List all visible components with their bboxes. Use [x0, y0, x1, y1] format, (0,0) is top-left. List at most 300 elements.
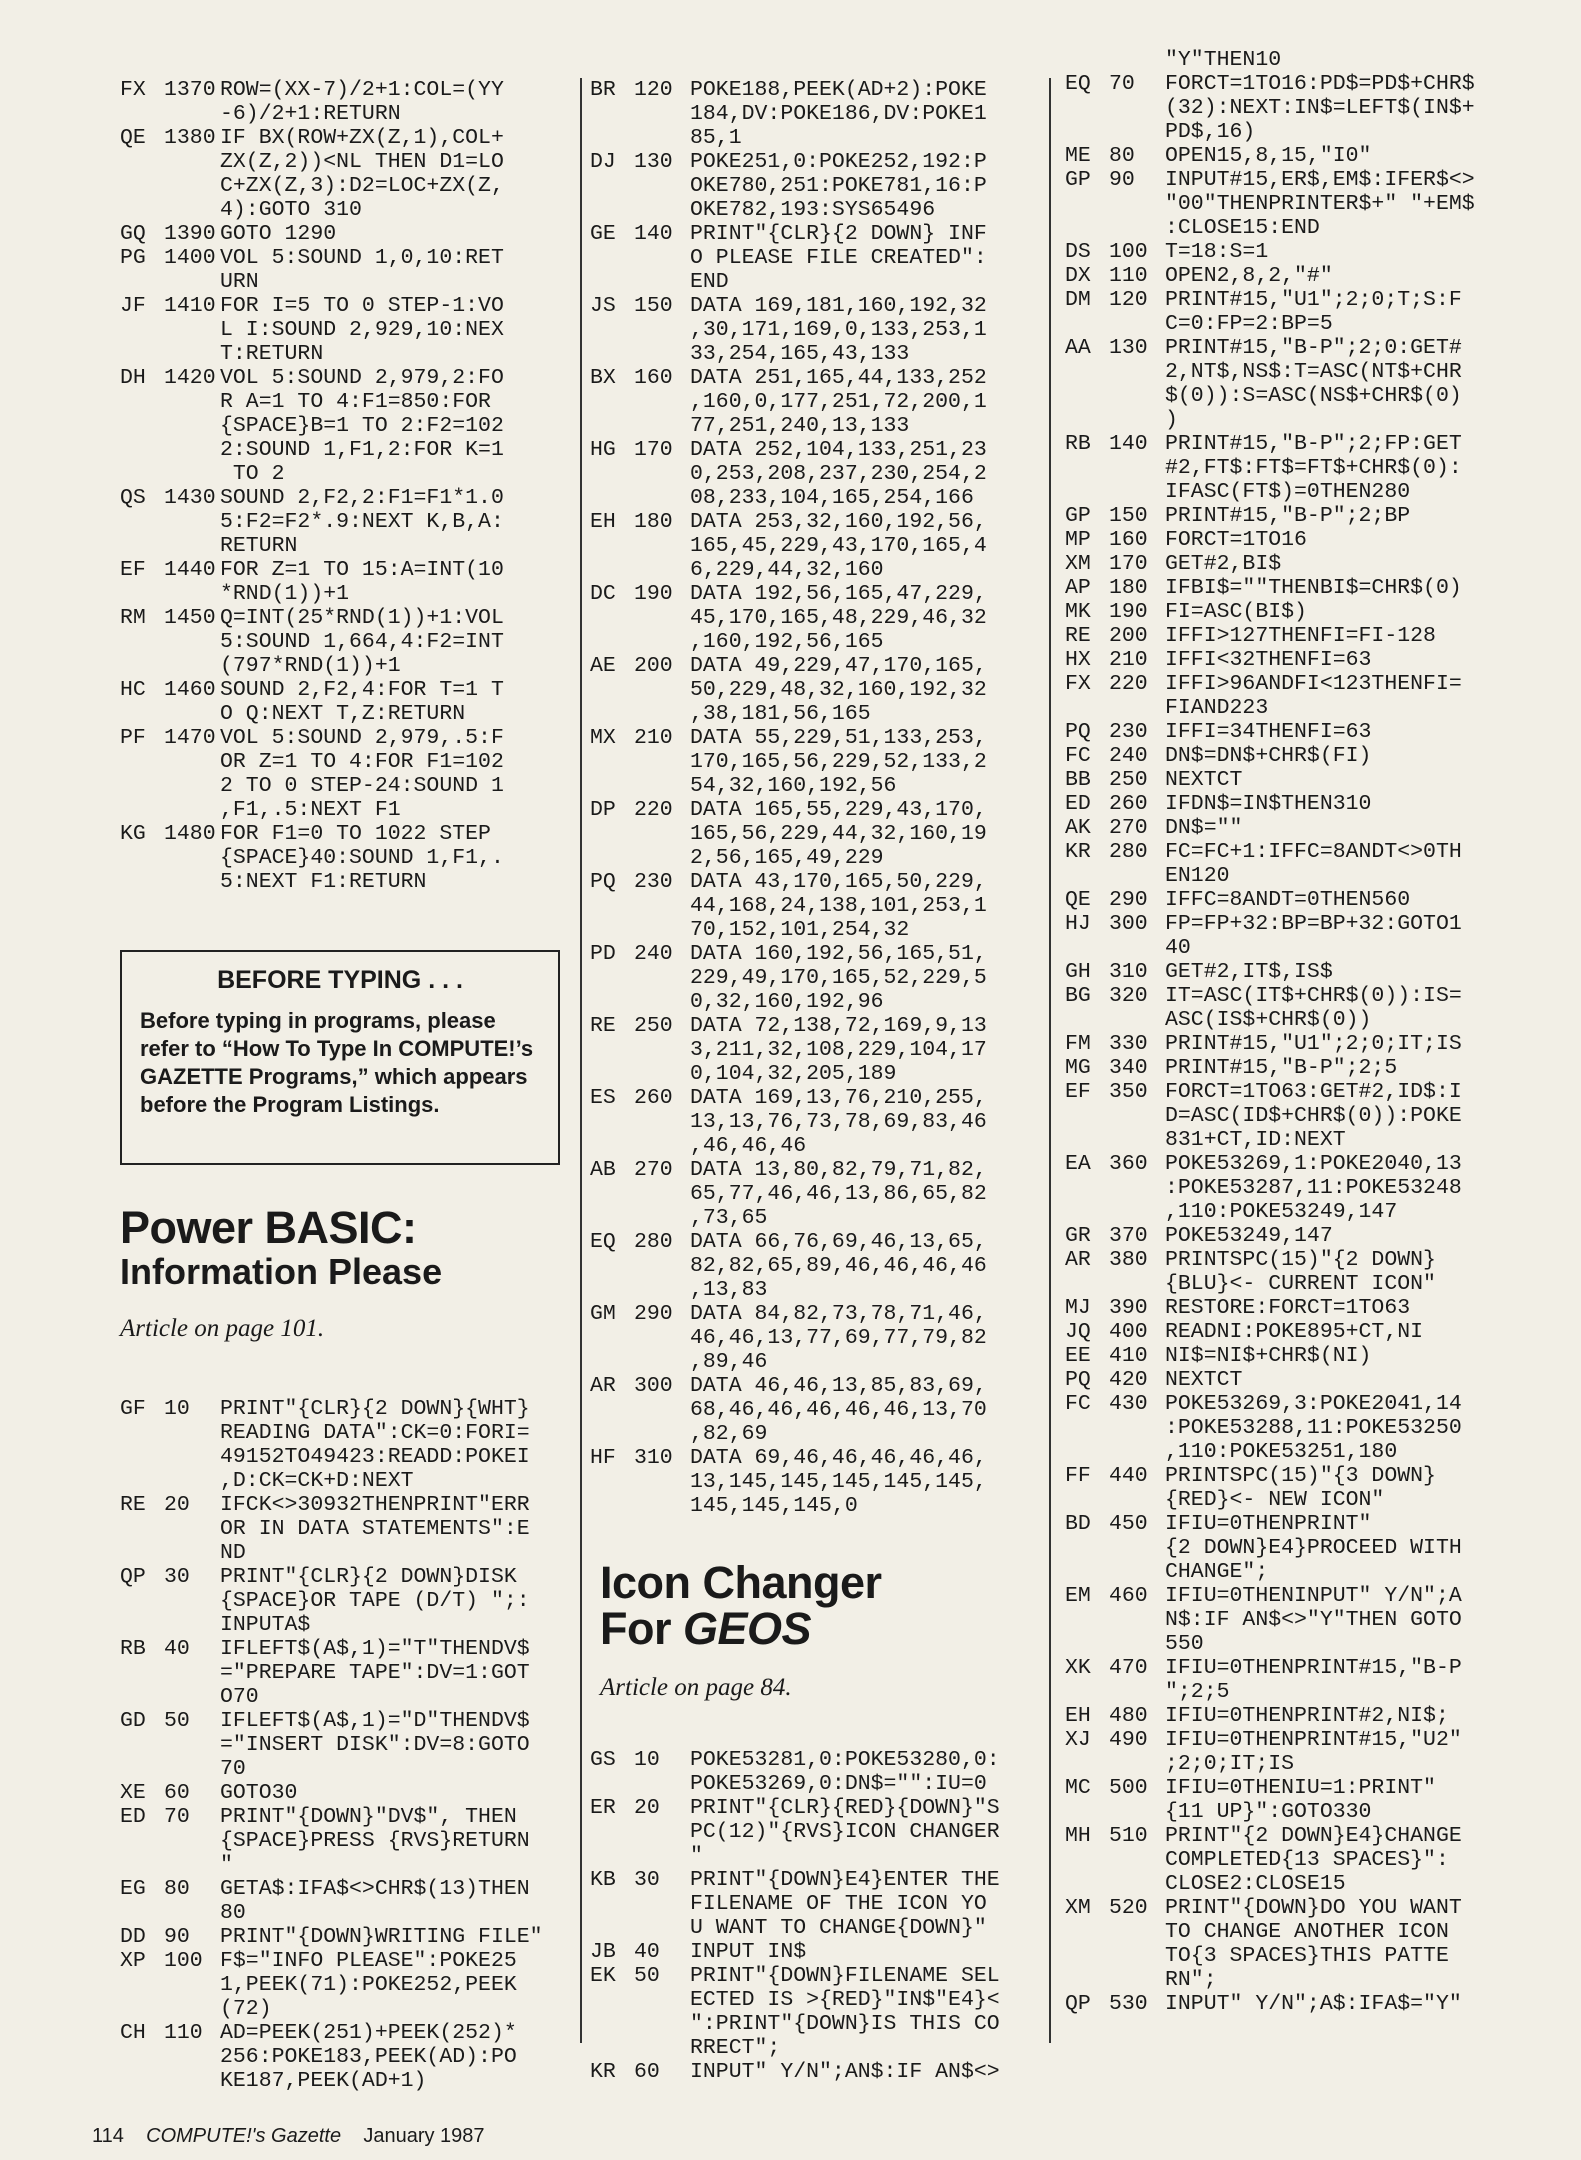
checksum: FF	[1065, 1464, 1091, 1488]
code-line	[590, 1014, 1045, 1086]
checksum: GE	[590, 222, 616, 246]
checksum: EK	[590, 1964, 616, 1988]
code-text: OPEN2,8,2,"#"	[1165, 264, 1333, 288]
code-line	[590, 78, 1045, 150]
code-text: FOR Z=1 TO 15:A=INT(10 *RND(1))+1	[220, 558, 504, 606]
before-typing-box	[120, 950, 560, 1165]
code-text: GOTO30	[220, 1781, 298, 1805]
column-1-top	[120, 78, 575, 894]
code-line	[1065, 792, 1535, 816]
code-line	[1065, 768, 1535, 792]
code-line	[120, 1949, 575, 2021]
code-line	[120, 1493, 575, 1565]
line-number: 490	[1109, 1728, 1148, 1752]
checksum: EG	[120, 1877, 146, 1901]
code-text: RESTORE:FORCT=1TO63	[1165, 1296, 1411, 1320]
checksum: XK	[1065, 1656, 1091, 1680]
code-line	[120, 1397, 575, 1493]
line-number: 300	[1109, 912, 1148, 936]
before-typing-title: BEFORE TYPING . . .	[217, 966, 463, 994]
code-line	[1065, 720, 1535, 744]
line-number: 30	[634, 1868, 660, 1892]
code-line	[1065, 888, 1535, 912]
line-number: 340	[1109, 1056, 1148, 1080]
code-line	[1065, 144, 1535, 168]
code-text: AD=PEEK(251)+PEEK(252)* 256:POKE183,PEEK(AD):PO KE187,PEEK(AD+1)	[220, 2021, 517, 2093]
checksum: EE	[1065, 1344, 1091, 1368]
line-number: 370	[1109, 1224, 1148, 1248]
checksum: GS	[590, 1748, 616, 1772]
article2-title-line2	[600, 1603, 1045, 1654]
checksum: FX	[1065, 672, 1091, 696]
code-text: IFIU=0THENPRINT" {2 DOWN}E4}PROCEED WITH CHANGE";	[1165, 1512, 1462, 1584]
line-number: 10	[164, 1397, 190, 1421]
checksum: GQ	[120, 222, 146, 246]
code-line	[1065, 1464, 1535, 1512]
checksum: GF	[120, 1397, 146, 1421]
line-number: 80	[1109, 144, 1135, 168]
checksum: EA	[1065, 1152, 1091, 1176]
code-text: PRINT"{DOWN}FILENAME SEL ECTED IS >{RED}"IN$"E4}< ":PRINT"{DOWN}IS THIS CO RRECT";	[690, 1964, 1000, 2060]
line-number: 530	[1109, 1992, 1148, 2016]
code-line	[120, 246, 575, 294]
line-number: 270	[1109, 816, 1148, 840]
checksum: QS	[120, 486, 146, 510]
line-number: 80	[164, 1877, 190, 1901]
checksum: BB	[1065, 768, 1091, 792]
code-text: DATA 46,46,13,85,83,69, 68,46,46,46,46,46,13,70 ,82,69	[690, 1374, 987, 1446]
code-line	[1065, 1896, 1535, 1992]
code-line	[120, 222, 575, 246]
checksum: BG	[1065, 984, 1091, 1008]
line-number: 120	[1109, 288, 1148, 312]
code-line	[590, 1940, 1045, 1964]
code-text: POKE53269,3:POKE2041,14 :POKE53288,11:POKE53250 ,110:POKE53251,180	[1165, 1392, 1462, 1464]
code-line	[1065, 1704, 1535, 1728]
code-line	[120, 1805, 575, 1877]
code-text: DATA 84,82,73,78,71,46, 46,46,13,77,69,77,79,82 ,89,46	[690, 1302, 987, 1374]
checksum: AR	[590, 1374, 616, 1398]
code-text: IFIU=0THENPRINT#15,"U2" ;2;0;IT;IS	[1165, 1728, 1462, 1776]
line-number: 110	[164, 2021, 203, 2045]
line-number: 290	[634, 1302, 673, 1326]
code-line	[120, 1877, 575, 1925]
checksum: DH	[120, 366, 146, 390]
code-text: POKE53249,147	[1165, 1224, 1333, 1248]
code-text: SOUND 2,F2,2:F1=F1*1.0 5:F2=F2*.9:NEXT K,B,A: RETURN	[220, 486, 504, 558]
code-text: IFDN$=IN$THEN310	[1165, 792, 1372, 816]
code-line	[590, 1158, 1045, 1230]
code-line	[1065, 48, 1535, 72]
line-number: 160	[634, 366, 673, 390]
code-text: READNI:POKE895+CT,NI	[1165, 1320, 1424, 1344]
code-text: IFLEFT$(A$,1)="D"THENDV$ ="INSERT DISK":DV=8:GOTO 70	[220, 1709, 530, 1781]
checksum: HG	[590, 438, 616, 462]
line-number: 280	[1109, 840, 1148, 864]
checksum: KR	[1065, 840, 1091, 864]
code-text: DATA 66,76,69,46,13,65, 82,82,65,89,46,46,46,46 ,13,83	[690, 1230, 987, 1302]
line-number: 420	[1109, 1368, 1148, 1392]
code-line	[590, 1302, 1045, 1374]
code-text: PRINT"{CLR}{2 DOWN}{WHT} READING DATA":CK=0:FORI= 49152TO49423:READD:POKEI ,D:CK=CK+D:NEXT	[220, 1397, 530, 1493]
code-text: IFIU=0THENPRINT#2,NI$;	[1165, 1704, 1449, 1728]
code-text: DATA 69,46,46,46,46,46, 13,145,145,145,145,145, 145,145,145,0	[690, 1446, 987, 1518]
checksum: DC	[590, 582, 616, 606]
line-number: 450	[1109, 1512, 1148, 1536]
line-number: 510	[1109, 1824, 1148, 1848]
code-text: FOR I=5 TO 0 STEP-1:VO L I:SOUND 2,929,10:NEX T:RETURN	[220, 294, 504, 366]
checksum: HJ	[1065, 912, 1091, 936]
code-text: IF BX(ROW+ZX(Z,1),COL+ ZX(Z,2))<NL THEN D1=LO C+ZX(Z,3):D2=LOC+ZX(Z, 4):GOTO 310	[220, 126, 504, 222]
code-text: PRINT"{CLR}{2 DOWN} INF O PLEASE FILE CREATED": END	[690, 222, 987, 294]
checksum: ME	[1065, 144, 1091, 168]
code-line	[120, 1709, 575, 1781]
column-3	[1065, 48, 1535, 2016]
checksum: AA	[1065, 336, 1091, 360]
code-line	[1065, 1224, 1535, 1248]
code-text: GET#2,IT$,IS$	[1165, 960, 1333, 984]
line-number: 140	[634, 222, 673, 246]
code-line	[590, 222, 1045, 294]
code-text: NEXTCT	[1165, 768, 1243, 792]
code-line	[1065, 840, 1535, 888]
checksum: KG	[120, 822, 146, 846]
line-number: 150	[634, 294, 673, 318]
line-number: 1420	[164, 366, 216, 390]
code-line	[1065, 264, 1535, 288]
code-line	[590, 1230, 1045, 1302]
code-text: PRINTSPC(15)"{3 DOWN} {RED}<- NEW ICON"	[1165, 1464, 1436, 1512]
code-text: "Y"THEN10	[1165, 48, 1282, 72]
line-number: 100	[1109, 240, 1148, 264]
checksum: FX	[120, 78, 146, 102]
column-1-bottom	[120, 1397, 575, 2093]
checksum: FC	[1065, 1392, 1091, 1416]
line-number: 1480	[164, 822, 216, 846]
checksum: MX	[590, 726, 616, 750]
code-line	[120, 726, 575, 822]
code-text: IFIU=0THENINPUT" Y/N";A N$:IF AN$<>"Y"THEN GOTO 550	[1165, 1584, 1462, 1656]
code-text: IFIU=0THENPRINT#15,"B-P ";2;5	[1165, 1656, 1462, 1704]
code-text: PRINT#15,"U1";2;0;IT;IS	[1165, 1032, 1462, 1056]
line-number: 1450	[164, 606, 216, 630]
code-line	[1065, 432, 1535, 504]
code-text: DATA 169,181,160,192,32 ,30,171,169,0,133,253,1 33,254,165,43,133	[690, 294, 987, 366]
code-text: IFFC=8ANDT=0THEN560	[1165, 888, 1411, 912]
code-text: OPEN15,8,15,"I0"	[1165, 144, 1372, 168]
checksum: PQ	[590, 870, 616, 894]
article-subtitle: Information Please	[120, 1251, 443, 1292]
code-text: IFLEFT$(A$,1)="T"THENDV$ ="PREPARE TAPE":DV=1:GOT O70	[220, 1637, 530, 1709]
code-text: PRINT"{DOWN}WRITING FILE"	[220, 1925, 543, 1949]
checksum: ES	[590, 1086, 616, 1110]
code-line	[1065, 552, 1535, 576]
line-number: 20	[164, 1493, 190, 1517]
line-number: 310	[1109, 960, 1148, 984]
code-text: VOL 5:SOUND 2,979,.5:F OR Z=1 TO 4:FOR F1=102 2 TO 0 STEP-24:SOUND 1 ,F1,.5:NEXT F1	[220, 726, 504, 822]
code-text: F$="INFO PLEASE":POKE25 1,PEEK(71):POKE252,PEEK (72)	[220, 1949, 517, 2021]
checksum: JS	[590, 294, 616, 318]
checksum: FC	[1065, 744, 1091, 768]
code-line	[120, 78, 575, 126]
code-line	[1065, 1776, 1535, 1824]
listing-icon-changer-rest	[1065, 48, 1535, 2016]
line-number: 220	[634, 798, 673, 822]
code-line	[1065, 600, 1535, 624]
checksum: GD	[120, 1709, 146, 1733]
line-number: 70	[164, 1805, 190, 1829]
line-number: 140	[1109, 432, 1148, 456]
checksum: PD	[590, 942, 616, 966]
column-rule-left	[580, 78, 582, 2043]
code-line	[590, 366, 1045, 438]
checksum: GH	[1065, 960, 1091, 984]
code-line	[590, 1964, 1045, 2060]
checksum: RE	[1065, 624, 1091, 648]
code-line	[120, 606, 575, 678]
code-line	[1065, 1320, 1535, 1344]
checksum: KB	[590, 1868, 616, 1892]
checksum: PQ	[1065, 1368, 1091, 1392]
line-number: 400	[1109, 1320, 1148, 1344]
checksum: MH	[1065, 1824, 1091, 1848]
line-number: 230	[1109, 720, 1148, 744]
line-number: 440	[1109, 1464, 1148, 1488]
code-line	[590, 1374, 1045, 1446]
line-number	[1109, 48, 1165, 72]
checksum: MP	[1065, 528, 1091, 552]
code-line	[1065, 504, 1535, 528]
checksum	[1065, 48, 1109, 72]
code-line	[1065, 1056, 1535, 1080]
code-line	[120, 558, 575, 606]
code-text: VOL 5:SOUND 2,979,2:FO R A=1 TO 4:F1=850:FOR {SPACE}B=1 TO 2:F2=102 2:SOUND 1,F1,2:FOR K=1 TO 2	[220, 366, 504, 486]
code-line	[1065, 1728, 1535, 1776]
code-text: IFCK<>30932THENPRINT"ERR OR IN DATA STATEMENTS":E ND	[220, 1493, 530, 1565]
line-number: 380	[1109, 1248, 1148, 1272]
line-number: 240	[1109, 744, 1148, 768]
line-number: 1370	[164, 78, 216, 102]
checksum: XM	[1065, 552, 1091, 576]
line-number: 50	[164, 1709, 190, 1733]
checksum: AK	[1065, 816, 1091, 840]
code-line	[1065, 1080, 1535, 1152]
code-text: DATA 165,55,229,43,170, 165,56,229,44,32,160,19 2,56,165,49,229	[690, 798, 987, 870]
code-text: FORCT=1TO63:GET#2,ID$:I D=ASC(ID$+CHR$(0)):POKE 831+CT,ID:NEXT	[1165, 1080, 1462, 1152]
code-line	[590, 654, 1045, 726]
line-number: 20	[634, 1796, 660, 1820]
code-line	[590, 2060, 1045, 2084]
line-number: 40	[634, 1940, 660, 1964]
line-number: 190	[634, 582, 673, 606]
checksum: AR	[1065, 1248, 1091, 1272]
code-line	[120, 678, 575, 726]
checksum: QP	[120, 1565, 146, 1589]
line-number: 40	[164, 1637, 190, 1661]
code-text: NEXTCT	[1165, 1368, 1243, 1392]
checksum: XP	[120, 1949, 146, 1973]
code-text: INPUT" Y/N";AN$:IF AN$<>	[690, 2060, 1000, 2084]
code-text: DATA 169,13,76,210,255, 13,13,76,73,78,69,83,46 ,46,46,46	[690, 1086, 987, 1158]
checksum: GM	[590, 1302, 616, 1326]
code-line	[1065, 528, 1535, 552]
code-line	[1065, 912, 1535, 960]
code-text: DN$=DN$+CHR$(FI)	[1165, 744, 1372, 768]
line-number: 210	[1109, 648, 1148, 672]
line-number: 180	[1109, 576, 1148, 600]
checksum: EQ	[1065, 72, 1091, 96]
code-text: FP=FP+32:BP=BP+32:GOTO1 40	[1165, 912, 1462, 960]
checksum: GR	[1065, 1224, 1091, 1248]
line-number: 250	[634, 1014, 673, 1038]
code-line	[1065, 576, 1535, 600]
code-line	[120, 1637, 575, 1709]
code-line	[120, 366, 575, 486]
checksum: DJ	[590, 150, 616, 174]
code-line	[590, 726, 1045, 798]
column-2-top	[590, 78, 1045, 1518]
code-line	[1065, 744, 1535, 768]
checksum: QE	[120, 126, 146, 150]
checksum: XJ	[1065, 1728, 1091, 1752]
listing-power-basic-tail	[120, 78, 575, 894]
code-text: PRINT#15,"B-P";2;5	[1165, 1056, 1398, 1080]
line-number: 60	[164, 1781, 190, 1805]
code-text: DATA 252,104,133,251,23 0,253,208,237,230,254,2 08,233,104,165,254,166	[690, 438, 987, 510]
line-number: 310	[634, 1446, 673, 1470]
line-number: 170	[1109, 552, 1148, 576]
checksum: EQ	[590, 1230, 616, 1254]
code-text: DATA 49,229,47,170,165, 50,229,48,32,160,192,32 ,38,181,56,165	[690, 654, 987, 726]
code-text: PRINT"{CLR}{RED}{DOWN}"S PC(12)"{RVS}ICON CHANGER "	[690, 1796, 1000, 1868]
code-text: DATA 251,165,44,133,252 ,160,0,177,251,72,200,1 77,251,240,13,133	[690, 366, 987, 438]
code-line	[1065, 1296, 1535, 1320]
line-number: 330	[1109, 1032, 1148, 1056]
code-text: GOTO 1290	[220, 222, 337, 246]
code-text: PRINT#15,"B-P";2;BP	[1165, 504, 1411, 528]
code-text: POKE53281,0:POKE53280,0: POKE53269,0:DN$="":IU=0	[690, 1748, 1000, 1796]
checksum: PQ	[1065, 720, 1091, 744]
checksum: CH	[120, 2021, 146, 2045]
line-number: 460	[1109, 1584, 1148, 1608]
page-number: 114	[92, 2125, 124, 2147]
checksum: AE	[590, 654, 616, 678]
code-line	[1065, 1032, 1535, 1056]
page-footer	[92, 2125, 485, 2148]
code-text: DATA 72,138,72,169,9,13 3,211,32,108,229,104,17 0,104,32,205,189	[690, 1014, 987, 1086]
code-text: POKE53269,1:POKE2040,13 :POKE53287,11:POKE53248 ,110:POKE53249,147	[1165, 1152, 1462, 1224]
checksum: PF	[120, 726, 146, 750]
code-text: NI$=NI$+CHR$(NI)	[1165, 1344, 1372, 1368]
checksum: XE	[120, 1781, 146, 1805]
code-text: PRINT#15,"B-P";2;0:GET# 2,NT$,NS$:T=ASC(NT$+CHR $(0)):S=ASC(NS$+CHR$(0) )	[1165, 336, 1462, 432]
checksum: DD	[120, 1925, 146, 1949]
checksum: JB	[590, 1940, 616, 1964]
code-text: IFFI>96ANDFI<123THENFI= FIAND223	[1165, 672, 1462, 720]
code-line	[590, 798, 1045, 870]
checksum: AB	[590, 1158, 616, 1182]
code-text: FORCT=1TO16:PD$=PD$+CHR$ (32):NEXT:IN$=LEFT$(IN$+ PD$,16)	[1165, 72, 1475, 144]
code-line	[590, 870, 1045, 942]
line-number: 1430	[164, 486, 216, 510]
code-line	[120, 486, 575, 558]
line-number: 320	[1109, 984, 1148, 1008]
checksum: BD	[1065, 1512, 1091, 1536]
code-text: FI=ASC(BI$)	[1165, 600, 1307, 624]
article-page-ref: Article on page 101.	[120, 1315, 325, 1342]
code-line	[1065, 816, 1535, 840]
code-text: IFFI>127THENFI=FI-128	[1165, 624, 1436, 648]
checksum: BX	[590, 366, 616, 390]
code-line	[1065, 960, 1535, 984]
line-number: 290	[1109, 888, 1148, 912]
code-text: IFFI<32THENFI=63	[1165, 648, 1372, 672]
code-line	[1065, 1824, 1535, 1896]
code-text: PRINT"{DOWN}E4}ENTER THE FILENAME OF THE ICON YO U WANT TO CHANGE{DOWN}"	[690, 1868, 1000, 1940]
code-text: DATA 55,229,51,133,253, 170,165,56,229,52,133,2 54,32,160,192,56	[690, 726, 987, 798]
checksum: HF	[590, 1446, 616, 1470]
code-text: GET#2,BI$	[1165, 552, 1282, 576]
code-line	[1065, 1656, 1535, 1704]
checksum: FM	[1065, 1032, 1091, 1056]
line-number: 280	[634, 1230, 673, 1254]
code-text: Q=INT(25*RND(1))+1:VOL 5:SOUND 1,664,4:F2=INT (797*RND(1))+1	[220, 606, 504, 678]
before-typing-body: Before typing in programs, please refer to “How To Type In COMPUTE!’s GAZETTE Programs,” which appears before the Program Listings.	[140, 1008, 534, 1117]
code-text: INPUT" Y/N";A$:IFA$="Y"	[1165, 1992, 1462, 2016]
line-number: 100	[164, 1949, 203, 1973]
code-text: DATA 253,32,160,192,56, 165,45,229,43,170,165,4 6,229,44,32,160	[690, 510, 987, 582]
code-text: DATA 192,56,165,47,229, 45,170,165,48,229,46,32 ,160,192,56,165	[690, 582, 987, 654]
code-line	[1065, 168, 1535, 240]
code-text: IFIU=0THENIU=1:PRINT" {11 UP}":GOTO330	[1165, 1776, 1436, 1824]
code-text: FOR F1=0 TO 1022 STEP {SPACE}40:SOUND 1,F1,. 5:NEXT F1:RETURN	[220, 822, 504, 894]
code-line	[590, 1446, 1045, 1518]
checksum: ED	[120, 1805, 146, 1829]
listing-power-basic	[120, 1397, 575, 2093]
line-number: 1400	[164, 246, 216, 270]
code-text: IFFI=34THENFI=63	[1165, 720, 1372, 744]
code-line	[1065, 1368, 1535, 1392]
code-text: T=18:S=1	[1165, 240, 1269, 264]
line-number: 1390	[164, 222, 216, 246]
code-line	[1065, 1512, 1535, 1584]
checksum: MC	[1065, 1776, 1091, 1800]
checksum: EH	[1065, 1704, 1091, 1728]
article2-title-italic: GEOS	[683, 1603, 812, 1654]
line-number: 1470	[164, 726, 216, 750]
code-line	[590, 1796, 1045, 1868]
code-text: PRINT#15,"U1";2;0;T;S:F C=0:FP=2:BP=5	[1165, 288, 1462, 336]
checksum: QP	[1065, 1992, 1091, 2016]
code-line	[1065, 72, 1535, 144]
line-number: 70	[1109, 72, 1135, 96]
checksum: DM	[1065, 288, 1091, 312]
article-title: Power BASIC:	[120, 1202, 417, 1253]
line-number: 470	[1109, 1656, 1148, 1680]
line-number: 480	[1109, 1704, 1148, 1728]
code-line	[1065, 672, 1535, 720]
line-number: 90	[1109, 168, 1135, 192]
checksum: GP	[1065, 168, 1091, 192]
line-number: 240	[634, 942, 673, 966]
checksum: MG	[1065, 1056, 1091, 1080]
code-line	[1065, 624, 1535, 648]
checksum: BR	[590, 78, 616, 102]
code-line	[1065, 1392, 1535, 1464]
article-power-basic-heading	[120, 1202, 575, 1343]
code-line	[590, 1086, 1045, 1158]
line-number: 30	[164, 1565, 190, 1589]
